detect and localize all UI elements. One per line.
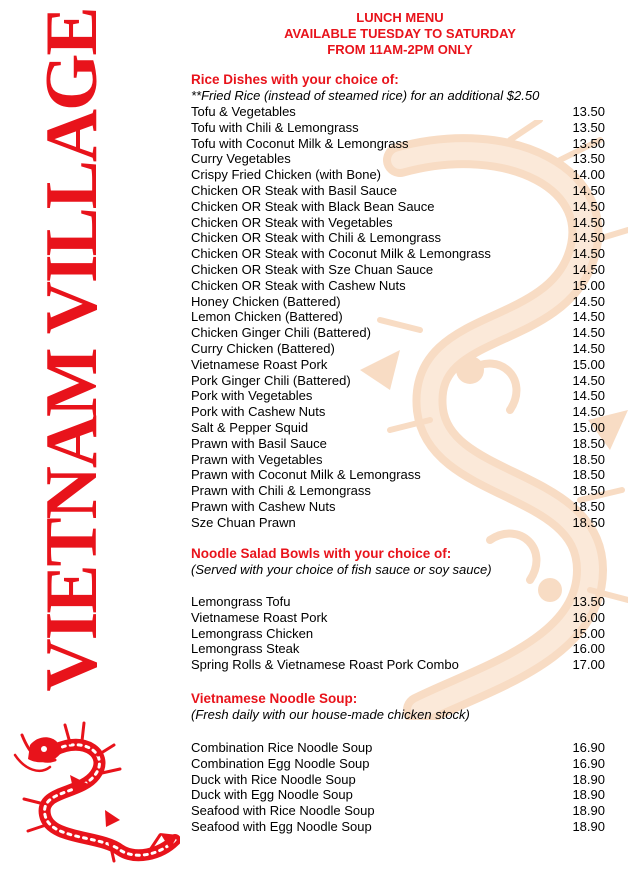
menu-item-name: Combination Rice Noodle Soup <box>191 740 373 755</box>
menu-item-price: 15.00 <box>572 625 605 641</box>
menu-item-name: Salt & Pepper Squid <box>191 419 309 435</box>
menu-item <box>191 657 605 673</box>
menu-item <box>191 388 605 404</box>
menu-item <box>191 325 605 341</box>
menu-item-price: 16.90 <box>572 740 605 755</box>
menu-item-name: Chicken OR Steak with Sze Chuan Sauce <box>191 261 434 277</box>
menu-item <box>191 515 605 531</box>
noodle-soup-list <box>191 740 605 835</box>
menu-hours: FROM 11AM-2PM ONLY <box>327 42 473 57</box>
menu-item <box>191 278 605 294</box>
menu-item-price: 14.50 <box>572 404 605 420</box>
menu-item <box>191 772 605 788</box>
menu-item-price: 14.50 <box>572 293 605 309</box>
menu-item <box>191 183 605 199</box>
menu-item-name: Curry Vegetables <box>191 151 291 167</box>
menu-item-price: 14.50 <box>572 309 605 325</box>
section-note-noodle-salad: (Served with your choice of fish sauce or soy sauce) <box>191 562 492 577</box>
menu-item-name: Prawn with Vegetables <box>191 451 323 467</box>
menu-item-name: Tofu & Vegetables <box>191 104 296 119</box>
menu-item <box>191 404 605 420</box>
menu-item <box>191 787 605 803</box>
menu-item <box>191 341 605 357</box>
menu-item-price: 18.50 <box>572 451 605 467</box>
menu-item-name: Chicken Ginger Chili (Battered) <box>191 325 371 341</box>
menu-item-price: 18.90 <box>572 787 605 803</box>
menu-item-price: 13.50 <box>572 151 605 167</box>
menu-item-name: Crispy Fried Chicken (with Bone) <box>191 167 382 183</box>
brand-logo <box>22 0 122 700</box>
menu-item-price: 14.50 <box>572 198 605 214</box>
menu-title: LUNCH MENU <box>356 10 444 25</box>
menu-item-price: 18.90 <box>572 818 605 834</box>
menu-item-price: 14.50 <box>572 182 605 198</box>
menu-item-price: 14.50 <box>572 214 605 230</box>
menu-item-price: 14.50 <box>572 372 605 388</box>
menu-item <box>191 740 605 756</box>
menu-availability: AVAILABLE TUESDAY TO SATURDAY <box>284 26 516 41</box>
menu-item-name: Prawn with Cashew Nuts <box>191 498 336 514</box>
menu-item-price: 13.50 <box>572 104 605 119</box>
menu-item-name: Duck with Egg Noodle Soup <box>191 787 353 803</box>
section-title-noodle-salad: Noodle Salad Bowls with your choice of: <box>191 546 452 561</box>
menu-item-price: 13.50 <box>572 119 605 135</box>
menu-item-price: 16.90 <box>572 755 605 771</box>
menu-item-name: Pork with Cashew Nuts <box>191 404 326 420</box>
menu-item-price: 14.50 <box>572 230 605 246</box>
menu-item <box>191 373 605 389</box>
menu-item <box>191 151 605 167</box>
menu-item-price: 14.50 <box>572 388 605 404</box>
menu-item <box>191 436 605 452</box>
menu-item-price: 13.50 <box>572 135 605 151</box>
menu-item-name: Chicken OR Steak with Black Bean Sauce <box>191 198 435 214</box>
menu-item-name: Vietnamese Roast Pork <box>191 356 328 372</box>
menu-item <box>191 756 605 772</box>
menu-item <box>191 452 605 468</box>
menu-item-name: Chicken OR Steak with Coconut Milk & Lemongrass <box>191 246 491 262</box>
menu-item <box>191 467 605 483</box>
menu-item-price: 18.50 <box>572 483 605 499</box>
menu-item-name: Combination Egg Noodle Soup <box>191 755 370 771</box>
menu-item <box>191 120 605 136</box>
menu-item <box>191 420 605 436</box>
menu-item-price: 16.00 <box>572 609 605 625</box>
menu-item <box>191 262 605 278</box>
menu-item-name: Tofu with Coconut Milk & Lemongrass <box>191 135 409 151</box>
menu-header <box>190 10 610 58</box>
section-note-noodle-soup: (Fresh daily with our house-made chicken stock) <box>191 707 470 722</box>
menu-item-price: 13.50 <box>572 594 605 609</box>
menu-item <box>191 594 605 610</box>
menu-item <box>191 294 605 310</box>
brand-name: VIETNAM VILLAGE <box>30 8 113 692</box>
menu-item <box>191 803 605 819</box>
menu-item-price: 17.00 <box>572 657 605 673</box>
menu-item-name: Lemongrass Tofu <box>191 594 291 609</box>
menu-item-name: Prawn with Chili & Lemongrass <box>191 483 371 499</box>
menu-item-price: 15.00 <box>572 277 605 293</box>
menu-item-price: 14.50 <box>572 246 605 262</box>
menu-item-price: 18.50 <box>572 467 605 483</box>
menu-item-name: Lemongrass Chicken <box>191 625 314 641</box>
menu-item-name: Pork with Vegetables <box>191 388 313 404</box>
rice-dishes-list <box>191 104 605 531</box>
menu-item-name: Seafood with Rice Noodle Soup <box>191 803 375 819</box>
menu-item <box>191 215 605 231</box>
menu-item <box>191 167 605 183</box>
menu-item-price: 14.50 <box>572 261 605 277</box>
menu-item-price: 15.00 <box>572 356 605 372</box>
menu-item <box>191 309 605 325</box>
menu-item-name: Chicken OR Steak with Chili & Lemongrass <box>191 230 441 246</box>
menu-item-name: Lemon Chicken (Battered) <box>191 309 343 325</box>
noodle-salad-list <box>191 594 605 673</box>
menu-item <box>191 610 605 626</box>
menu-item-name: Tofu with Chili & Lemongrass <box>191 119 359 135</box>
menu-item <box>191 199 605 215</box>
menu-item-price: 18.50 <box>572 514 605 530</box>
section-note-rice-dishes: **Fried Rice (instead of steamed rice) for an additional $2.50 <box>191 88 540 103</box>
menu-item <box>191 104 605 120</box>
menu-item-name: Chicken OR Steak with Vegetables <box>191 214 393 230</box>
menu-item-price: 14.00 <box>572 167 605 183</box>
menu-item-name: Curry Chicken (Battered) <box>191 340 335 356</box>
menu-item <box>191 357 605 373</box>
menu-item-name: Sze Chuan Prawn <box>191 514 296 530</box>
menu-item-name: Pork Ginger Chili (Battered) <box>191 372 351 388</box>
menu-item-name: Honey Chicken (Battered) <box>191 293 341 309</box>
menu-item <box>191 136 605 152</box>
menu-item-price: 15.00 <box>572 419 605 435</box>
menu-item-name: Vietnamese Roast Pork <box>191 609 328 625</box>
menu-item-name: Prawn with Coconut Milk & Lemongrass <box>191 467 421 483</box>
menu-item-name: Lemongrass Steak <box>191 641 300 657</box>
menu-item <box>191 499 605 515</box>
menu-item-price: 14.50 <box>572 340 605 356</box>
menu-item-name: Spring Rolls & Vietnamese Roast Pork Combo <box>191 657 459 673</box>
menu-item-price: 18.90 <box>572 771 605 787</box>
menu-item-name: Duck with Rice Noodle Soup <box>191 771 356 787</box>
menu-item-name: Chicken OR Steak with Basil Sauce <box>191 182 397 198</box>
menu-item-price: 18.50 <box>572 435 605 451</box>
menu-item-name: Seafood with Egg Noodle Soup <box>191 818 372 834</box>
menu-item <box>191 641 605 657</box>
menu-item <box>191 246 605 262</box>
menu-item <box>191 230 605 246</box>
menu-item <box>191 819 605 835</box>
menu-item-name: Chicken OR Steak with Cashew Nuts <box>191 277 406 293</box>
menu-item-price: 14.50 <box>572 325 605 341</box>
menu-item-price: 18.90 <box>572 803 605 819</box>
menu-item <box>191 483 605 499</box>
menu-item-price: 18.50 <box>572 498 605 514</box>
menu-item <box>191 626 605 642</box>
dragon-icon <box>10 715 180 865</box>
menu-item-name: Prawn with Basil Sauce <box>191 435 327 451</box>
section-title-noodle-soup: Vietnamese Noodle Soup: <box>191 691 358 706</box>
menu-item-price: 16.00 <box>572 641 605 657</box>
section-title-rice-dishes: Rice Dishes with your choice of: <box>191 72 399 87</box>
